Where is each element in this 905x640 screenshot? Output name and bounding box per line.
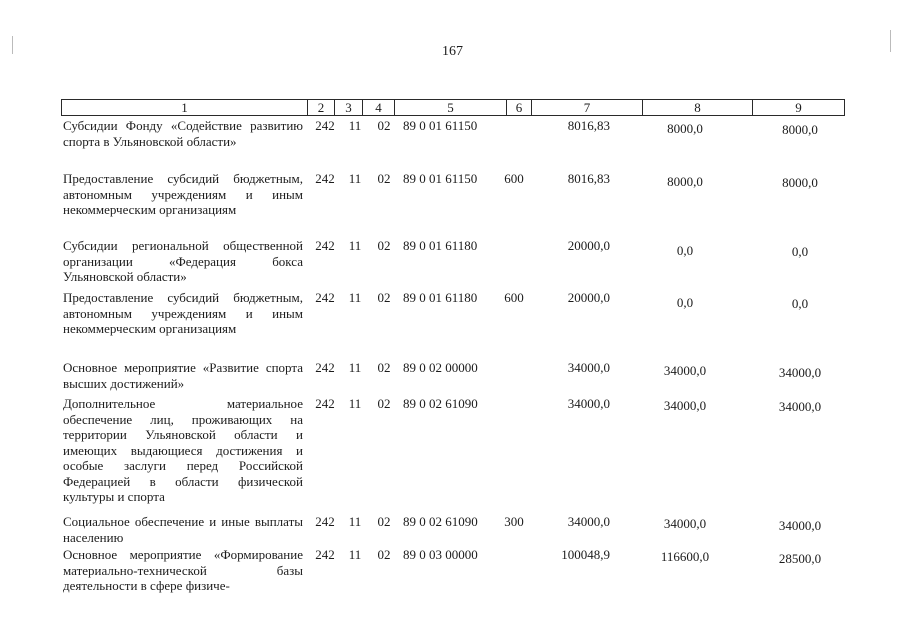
row-amount-1: 34000,0	[567, 360, 610, 375]
row-name: Основное мероприятие «Развитие спорта высших достижений»	[63, 360, 303, 391]
row-name: Предоставление субсидий бюджетным, автономным учреждениям и иным некоммерческим организациям	[63, 171, 303, 217]
row-amount-1: 8016,83	[567, 171, 610, 186]
row-section: 11	[348, 396, 362, 411]
header-col-7: 7	[531, 100, 642, 115]
header-col-1: 1	[181, 100, 188, 115]
header-col-3: 3	[334, 100, 362, 115]
row-amount-3: 34000,0	[778, 365, 822, 380]
row-amount-1: 34000,0	[567, 514, 610, 529]
row-target-article: 89 0 01 61150	[403, 171, 478, 186]
row-code-admin: 242	[315, 547, 335, 562]
row-target-article: 89 0 02 61090	[403, 514, 478, 529]
row-name: Предоставление субсидий бюджетным, автономным учреждениям и иным некоммерческим организациям	[63, 290, 303, 336]
row-name: Основное мероприятие «Формирование материально-технической базы деятельности в сфере физиче-	[63, 547, 303, 593]
row-amount-3: 8000,0	[782, 175, 818, 190]
scan-mark	[12, 36, 13, 54]
row-section: 11	[348, 547, 362, 562]
row-amount-3: 34000,0	[778, 518, 822, 533]
row-code-admin: 242	[315, 514, 335, 529]
row-amount-1: 20000,0	[567, 290, 610, 305]
header-col-4: 4	[362, 100, 394, 115]
header-col-2: 2	[307, 100, 334, 115]
row-section: 11	[348, 514, 362, 529]
row-expense-type: 600	[504, 290, 524, 305]
row-subsection: 02	[377, 547, 391, 562]
row-section: 11	[348, 360, 362, 375]
row-code-admin: 242	[315, 118, 335, 133]
row-section: 11	[348, 290, 362, 305]
row-target-article: 89 0 02 61090	[403, 396, 478, 411]
row-amount-3: 34000,0	[778, 399, 822, 414]
row-code-admin: 242	[315, 238, 335, 253]
row-target-article: 89 0 03 00000	[403, 547, 478, 562]
row-amount-2: 0,0	[676, 295, 694, 310]
page-number: 167	[442, 44, 463, 59]
row-amount-2: 34000,0	[663, 516, 707, 531]
row-amount-1: 100048,9	[561, 547, 610, 562]
row-target-article: 89 0 01 61180	[403, 290, 478, 305]
row-target-article: 89 0 02 00000	[403, 360, 478, 375]
header-col-9: 9	[752, 100, 844, 115]
row-amount-3: 8000,0	[782, 122, 818, 137]
row-subsection: 02	[377, 396, 391, 411]
row-amount-2: 8000,0	[667, 174, 703, 189]
row-amount-3: 0,0	[791, 244, 809, 259]
row-subsection: 02	[377, 118, 391, 133]
header-col-6: 6	[506, 100, 531, 115]
row-amount-2: 116600,0	[660, 549, 710, 564]
row-expense-type: 600	[504, 171, 524, 186]
row-target-article: 89 0 01 61150	[403, 118, 478, 133]
header-col-8: 8	[642, 100, 752, 115]
row-section: 11	[348, 238, 362, 253]
row-name: Субсидии региональной общественной организации «Федерация бокса Ульяновской области»	[63, 238, 303, 284]
row-amount-3: 0,0	[791, 296, 809, 311]
row-section: 11	[348, 118, 362, 133]
row-amount-2: 8000,0	[667, 121, 703, 136]
row-target-article: 89 0 01 61180	[403, 238, 478, 253]
row-code-admin: 242	[315, 360, 335, 375]
row-section: 11	[348, 171, 362, 186]
row-amount-2: 0,0	[676, 243, 694, 258]
row-amount-1: 8016,83	[567, 118, 610, 133]
row-amount-2: 34000,0	[663, 398, 707, 413]
row-amount-1: 34000,0	[567, 396, 610, 411]
row-subsection: 02	[377, 238, 391, 253]
row-code-admin: 242	[315, 396, 335, 411]
row-name: Субсидии Фонду «Содействие развитию спорта в Ульяновской области»	[63, 118, 303, 149]
row-code-admin: 242	[315, 290, 335, 305]
row-subsection: 02	[377, 171, 391, 186]
row-amount-2: 34000,0	[663, 363, 707, 378]
row-name: Социальное обеспечение и иные выплаты населению	[63, 514, 303, 545]
table-header	[61, 99, 845, 116]
row-expense-type: 300	[504, 514, 524, 529]
row-code-admin: 242	[315, 171, 335, 186]
row-subsection: 02	[377, 514, 391, 529]
row-name: Дополнительное материальное обеспечение лиц, проживающих на территории Ульяновской области и имеющих выдающиеся достижения и особые заслуги перед Российской Федерацией в области физической культуры и спорта	[63, 396, 303, 504]
scan-mark	[890, 30, 891, 52]
row-amount-3: 28500,0	[778, 551, 822, 566]
row-subsection: 02	[377, 290, 391, 305]
row-subsection: 02	[377, 360, 391, 375]
row-amount-1: 20000,0	[567, 238, 610, 253]
header-col-5: 5	[394, 100, 506, 115]
